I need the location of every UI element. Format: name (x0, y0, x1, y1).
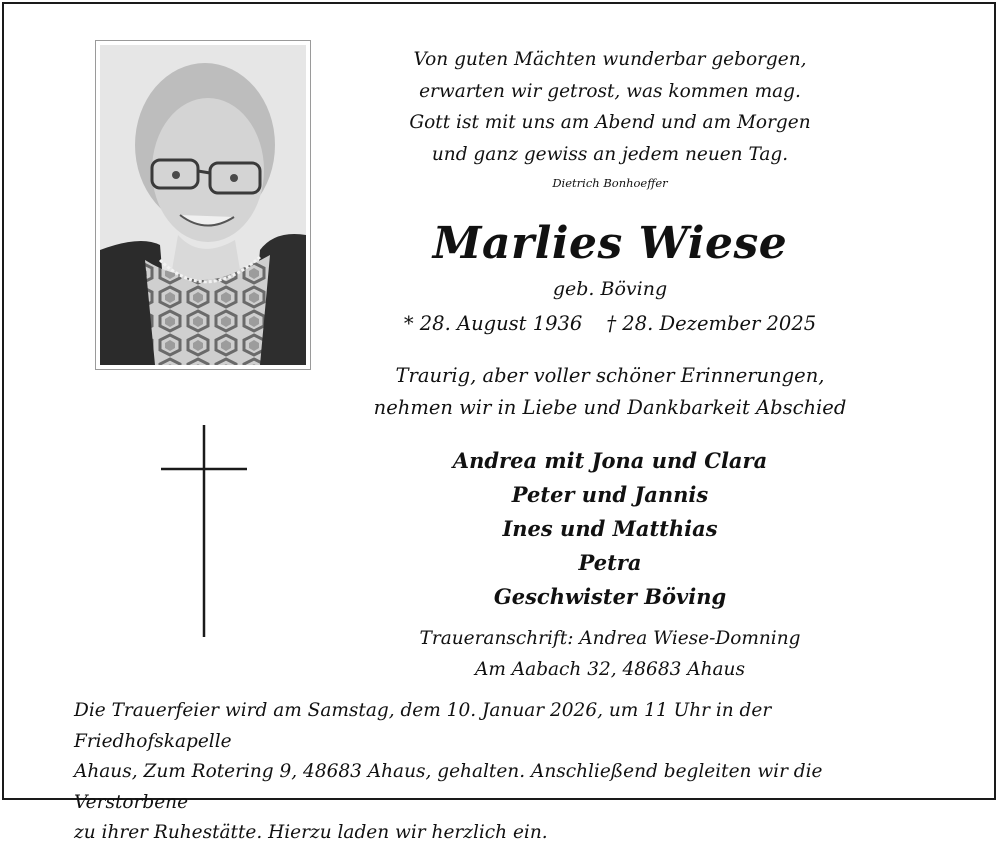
portrait-image (100, 45, 306, 365)
portrait-photo (95, 40, 311, 370)
latin-cross-icon (160, 423, 250, 644)
birth-date: * 28. August 1936 (403, 312, 583, 335)
mourning-address (360, 624, 860, 685)
family-member: Petra (578, 550, 642, 575)
poem (360, 44, 860, 170)
farewell-line: nehmen wir in Liebe und Dankbarkeit Abschied (373, 396, 847, 419)
funeral-line: Ahaus, Zum Rotering 9, 48683 Ahaus, gehalten. Anschließend begleiten wir die Verstorbene (74, 761, 823, 813)
family-member: Peter und Jannis (511, 482, 709, 507)
family-member: Ines und Matthias (502, 516, 718, 541)
maiden-name: geb. Böving (552, 278, 668, 300)
poem-author: Dietrich Bonhoeffer (552, 176, 668, 190)
life-dates (360, 312, 860, 335)
deceased-name: Marlies Wiese (432, 218, 788, 269)
funeral-notice (74, 696, 934, 849)
family-list (360, 444, 860, 614)
death-date: † 28. Dezember 2025 (606, 312, 817, 335)
address-line: Traueranschrift: Andrea Wiese-Domning (419, 628, 801, 649)
family-member: Geschwister Böving (493, 584, 727, 609)
farewell-text (340, 360, 880, 424)
address-line: Am Aabach 32, 48683 Ahaus (475, 658, 745, 680)
family-member: Andrea mit Jona und Clara (452, 448, 768, 473)
funeral-line: Die Trauerfeier wird am Samstag, dem 10. Januar 2026, um 11 Uhr in der Friedhofskapelle (74, 700, 772, 752)
farewell-line: Traurig, aber voller schöner Erinnerungen, (395, 364, 825, 387)
funeral-line: zu ihrer Ruhestätte. Hierzu laden wir herzlich ein. (74, 822, 548, 843)
poem-line: und ganz gewiss an jedem neuen Tag. (431, 143, 789, 165)
poem-line: erwarten wir getrost, was kommen mag. (419, 80, 801, 102)
poem-line: Von guten Mächten wunderbar geborgen, (413, 49, 807, 70)
poem-line: Gott ist mit uns am Abend und am Morgen (409, 112, 811, 133)
